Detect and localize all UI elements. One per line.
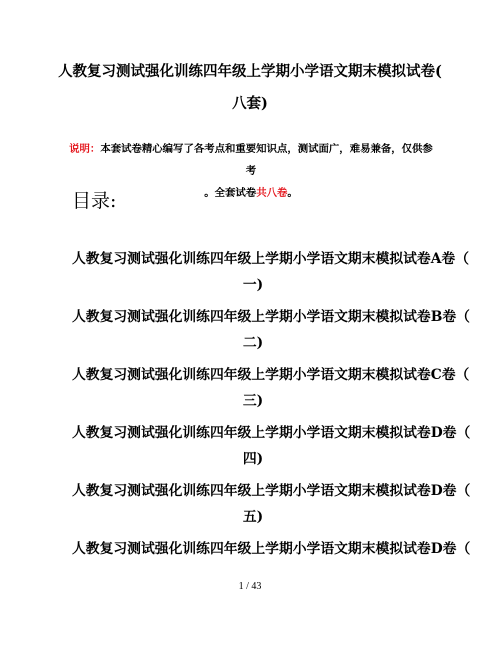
note-line-1 [68, 138, 434, 182]
toc-item-line-2: 一) [242, 277, 264, 293]
toc-item[interactable] [72, 478, 471, 536]
toc-item-line-2: 四) [242, 451, 264, 467]
document-title [58, 56, 442, 120]
note-label: 说明： [69, 143, 101, 155]
table-of-contents [72, 246, 471, 594]
toc-item[interactable] [72, 420, 471, 478]
toc-item-line-1: 人教复习测试强化训练四年级上学期小学语文期末模拟试卷A卷（ [72, 251, 470, 267]
note-text-1: 本套试卷精心编写了各考点和重要知识点，测试面广，难易兼备，仅供参考 [100, 143, 433, 177]
toc-item-line-1: 人教复习测试强化训练四年级上学期小学语文期末模拟试卷D卷（ [72, 541, 471, 557]
note-highlight: 共八卷 [256, 187, 288, 199]
toc-item-line-2: 五) [242, 509, 264, 525]
toc-heading: 目录: [72, 190, 117, 212]
page-number: 1 / 43 [238, 581, 262, 592]
note-text-2: 。全套试卷 [204, 187, 257, 199]
toc-item-line-1: 人教复习测试强化训练四年级上学期小学语文期末模拟试卷B卷（ [72, 309, 470, 325]
toc-item-line-2: 二) [242, 335, 264, 351]
toc-item-line-1: 人教复习测试强化训练四年级上学期小学语文期末模拟试卷D卷（ [72, 483, 471, 499]
note-line-2 [68, 182, 434, 204]
toc-item-line-1: 人教复习测试强化训练四年级上学期小学语文期末模拟试卷D卷（ [72, 425, 471, 441]
note-text-3: 。 [287, 187, 298, 199]
toc-item[interactable] [72, 362, 470, 420]
title-line-1: 人教复习测试强化训练四年级上学期小学语文期末模拟试卷( [58, 63, 442, 80]
toc-item[interactable] [72, 246, 470, 304]
toc-item-line-1: 人教复习测试强化训练四年级上学期小学语文期末模拟试卷C卷（ [72, 367, 470, 383]
description-note [68, 138, 434, 204]
title-line-2: 八套) [232, 95, 268, 112]
toc-item-line-2: 三) [242, 393, 264, 409]
toc-item[interactable] [72, 304, 470, 362]
